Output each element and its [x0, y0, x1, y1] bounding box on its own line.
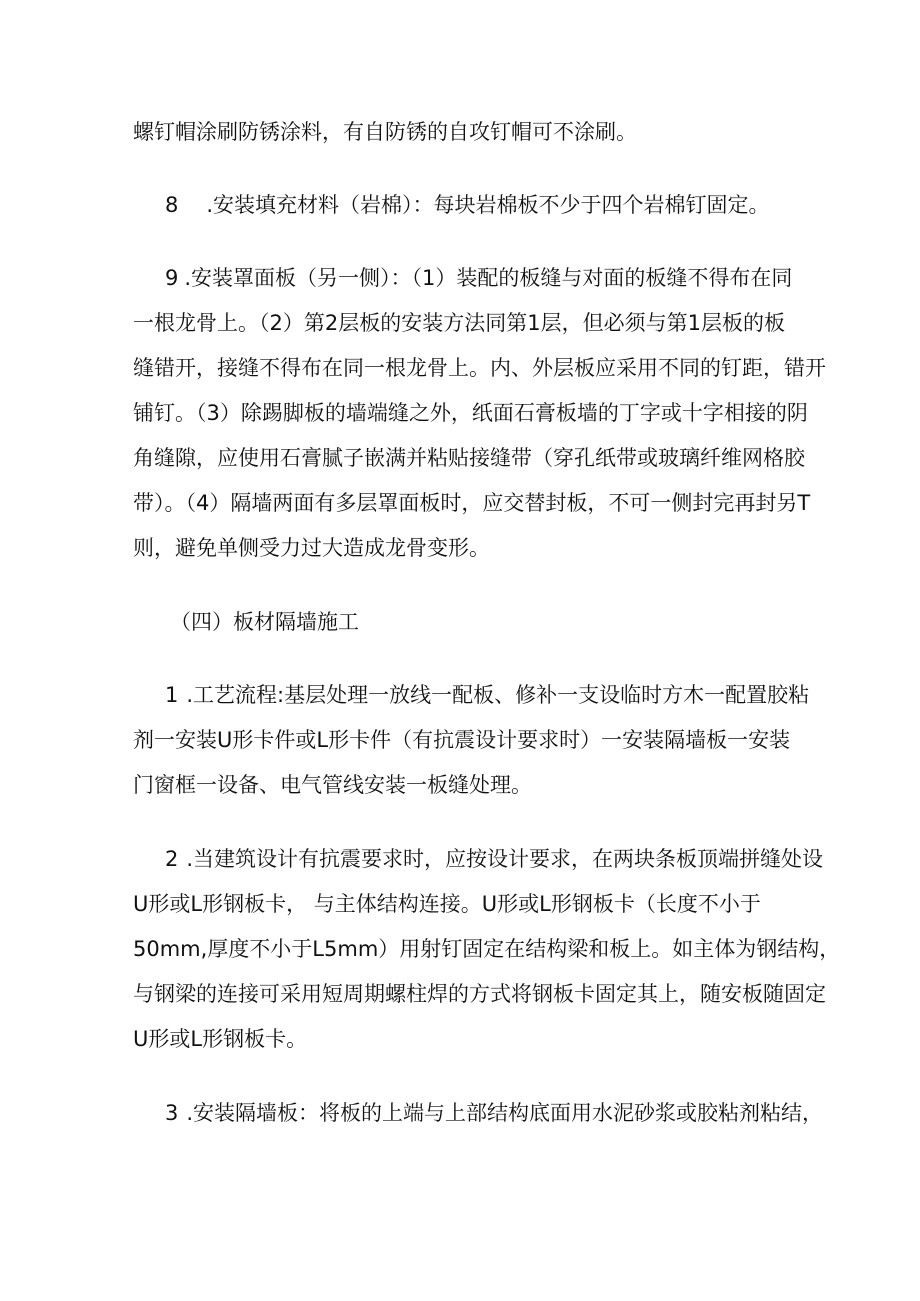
paragraph-line: 铺钉。（3）除踢脚板的墙端缝之外，纸面石膏板墙的丁字或十字相接的阴 [133, 401, 808, 425]
paragraph-line: 剂一安装U形卡件或L形卡件（有抗震设计要求时）一安装隔墙板一安装 [133, 728, 791, 752]
paragraph-line: 一根龙骨上。（2）第2层板的安装方法同第1层，但必须与第1层板的板 [133, 311, 785, 335]
paragraph-line: 角缝隙，应使用石膏腻子嵌满并粘贴接缝带（穿孔纸带或玻璃纤维网格胶 [133, 446, 805, 470]
item-text: .当建筑设计有抗震要求时，应按设计要求，在两块条板顶端拼缝处设 [186, 847, 824, 871]
paragraph-line: 螺钉帽涂刷防锈涂料，有自防锈的自攻钉帽可不涂刷。 [133, 120, 637, 144]
item-number: 2 [165, 847, 179, 871]
item-text: .安装填充材料（岩棉）：每块岩棉板不少于四个岩棉钉固定。 [206, 193, 770, 217]
item-number: 1 [165, 683, 179, 707]
list-item-2 [165, 846, 823, 872]
item-number: 9 [165, 266, 179, 290]
paragraph-line: 则，避免单侧受力过大造成龙骨变形。 [133, 536, 490, 560]
paragraph-line: 与钢梁的连接可采用短周期螺柱焊的方式将钢板卡固定其上，随安板随固定 [133, 982, 826, 1006]
list-item-9 [165, 265, 792, 291]
item-text: .安装罩面板（另一侧）：（1）装配的板缝与对面的板缝不得布在同 [184, 266, 793, 290]
list-item-3 [165, 1100, 823, 1126]
item-text: .安装隔墙板：将板的上端与上部结构底面用水泥砂浆或胶粘剂粘结， [186, 1101, 824, 1125]
item-number: 3 [165, 1101, 179, 1125]
section-heading: （四）板材隔墙施工 [170, 610, 359, 634]
paragraph-line: 带）。（4）隔墙两面有多层罩面板时，应交替封板，不可一侧封完再封另T [133, 491, 811, 515]
item-number: 8 [165, 193, 179, 217]
item-text: .工艺流程:基层处理一放线一配板、修补一支设临时方木一配置胶粘 [186, 683, 810, 707]
list-item-8 [165, 192, 770, 218]
list-item-1 [165, 682, 809, 708]
paragraph-line: 缝错开，接缝不得布在同一根龙骨上。内、外层板应采用不同的钉距，错开 [133, 356, 826, 380]
paragraph-line: 50mm,厚度不小于L5mm）用射钉固定在结构梁和板上。如主体为钢结构， [133, 937, 841, 961]
paragraph-line: U形或L形钢板卡。 [133, 1027, 308, 1051]
paragraph-line: 门窗框一设备、电气管线安装一板缝处理。 [133, 773, 532, 797]
paragraph-line: U形或L形钢板卡， 与主体结构连接。U形或L形钢板卡（长度不小于 [133, 892, 761, 916]
